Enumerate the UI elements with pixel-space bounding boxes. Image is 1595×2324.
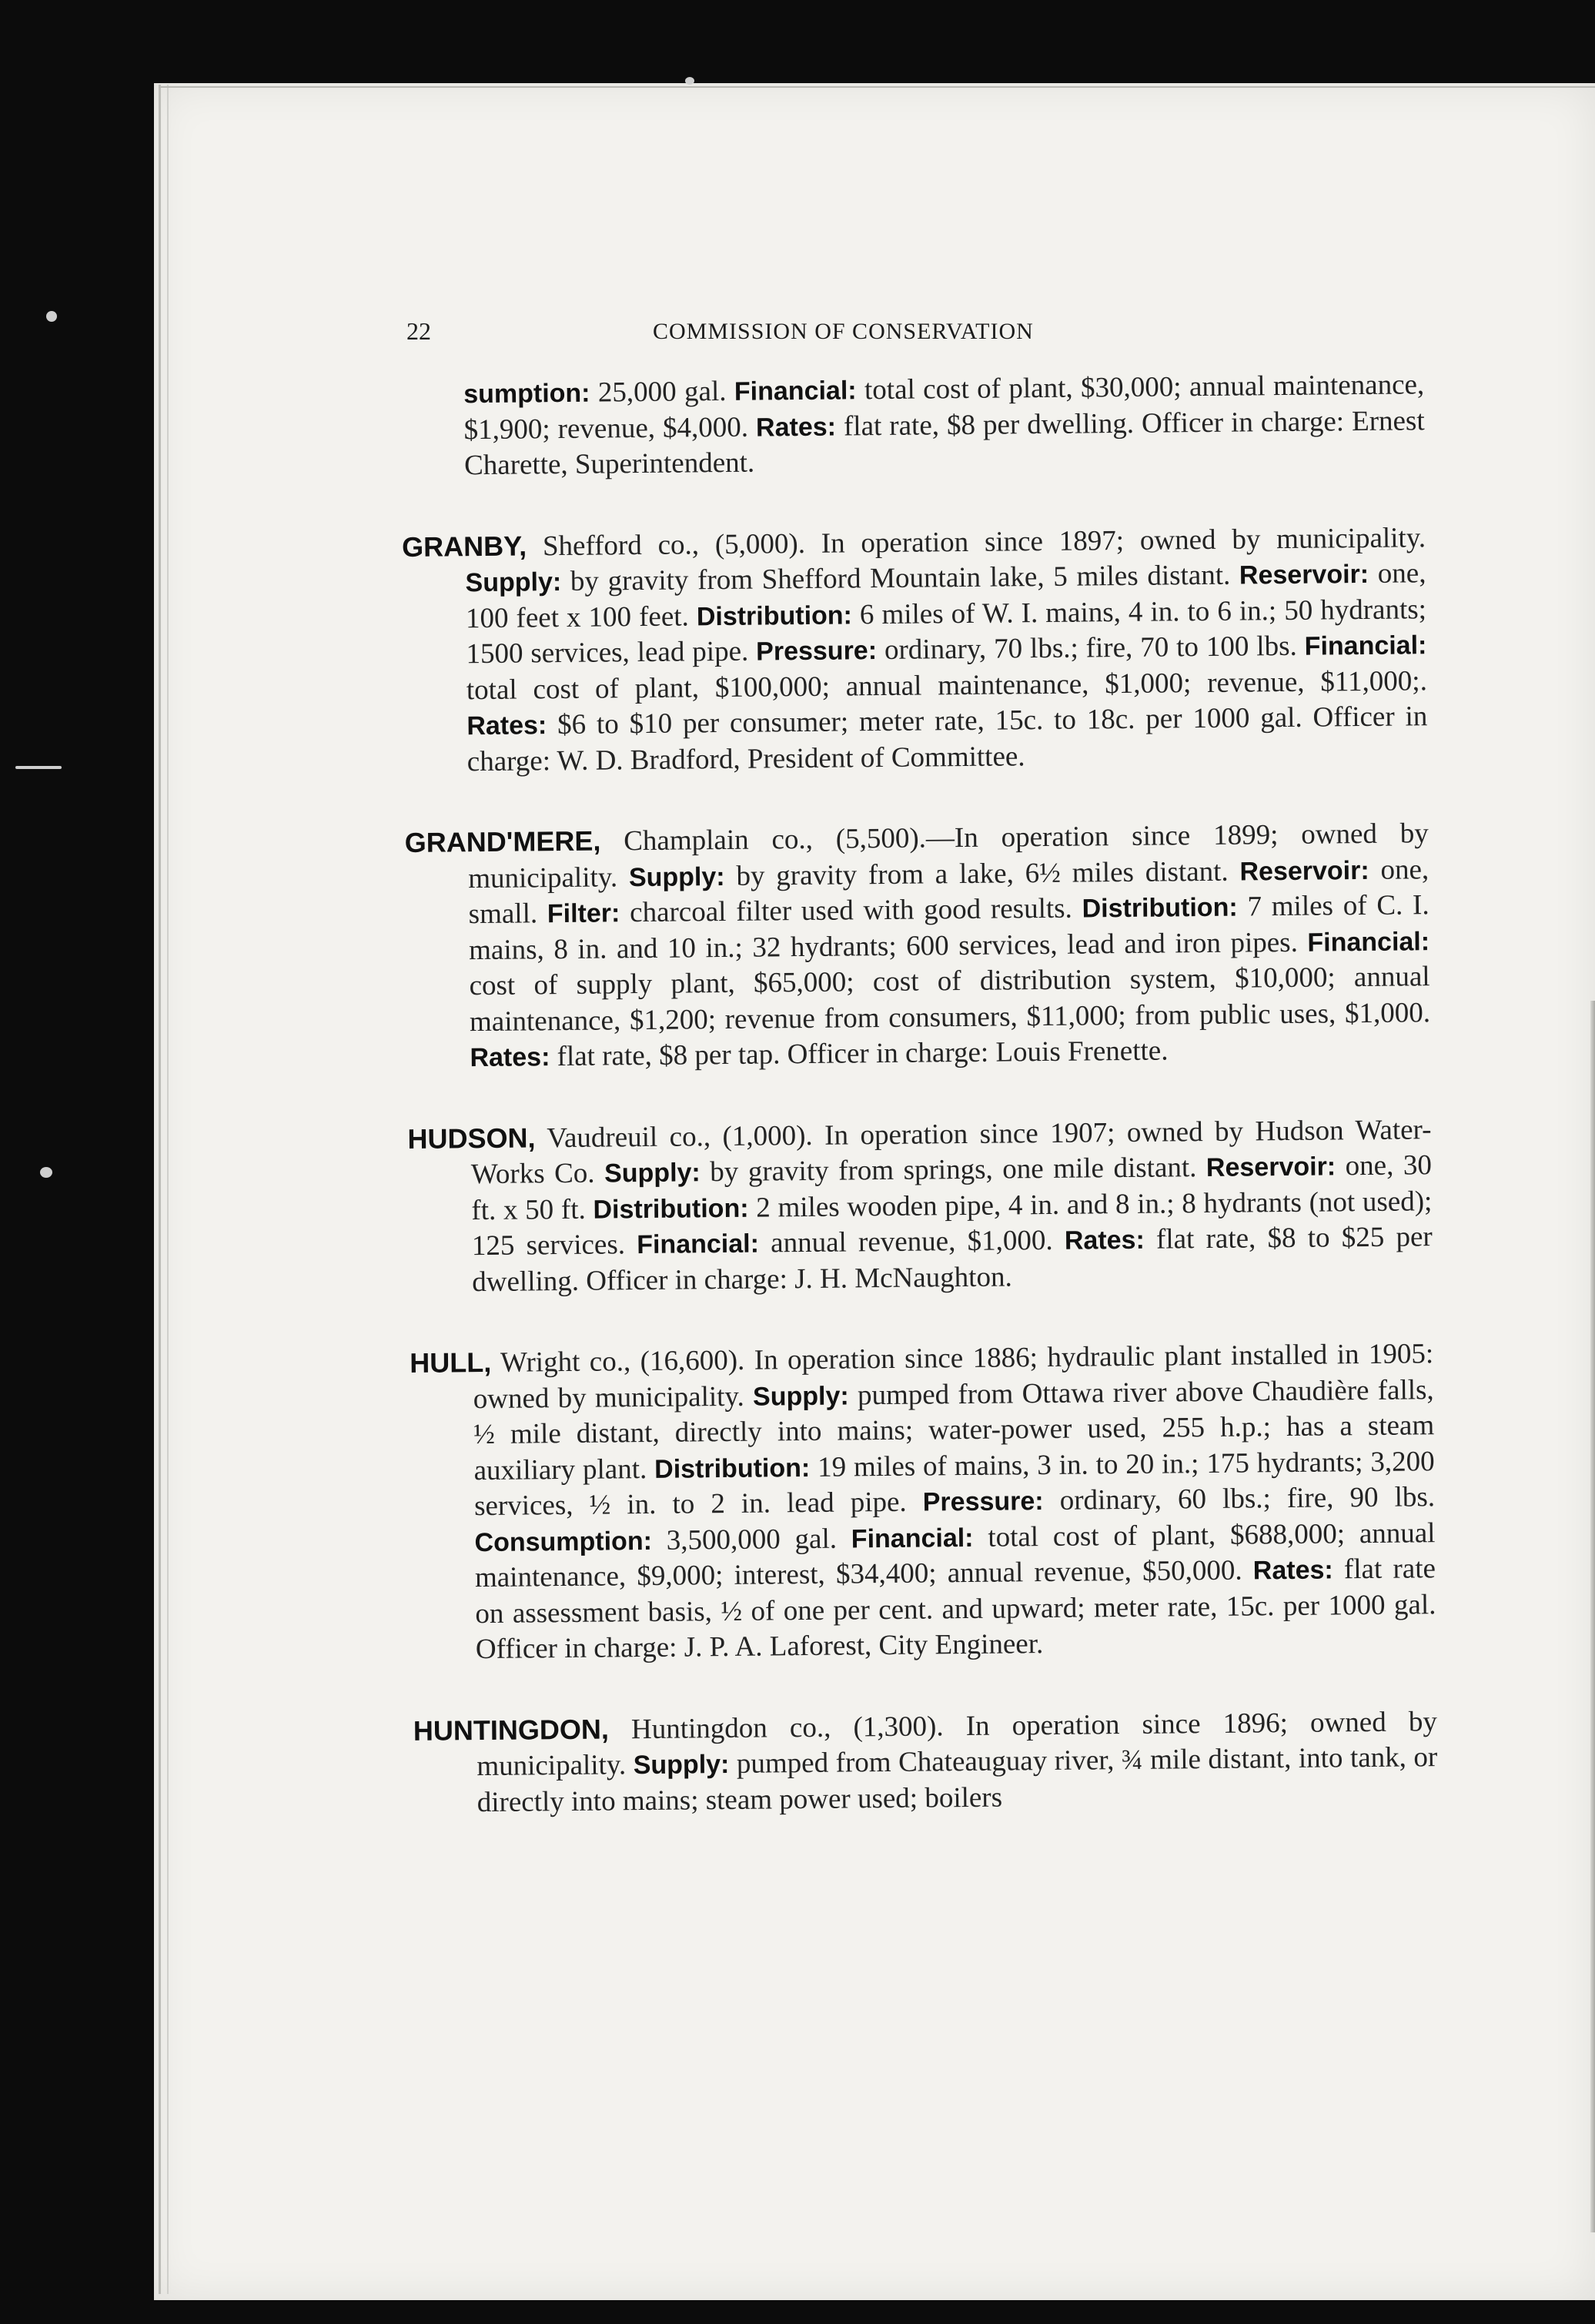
scan-speck (685, 77, 694, 85)
town-entry (405, 815, 1431, 1076)
town-entry (407, 1112, 1433, 1301)
town-entry (402, 520, 1428, 781)
field-label: Financial: (1307, 926, 1430, 958)
scan-speck (40, 1167, 52, 1178)
field-label: Distribution: (593, 1193, 749, 1225)
running-title: COMMISSION OF CONSERVATION (653, 319, 1034, 344)
label-rates: Rates: (755, 412, 837, 443)
page-edge-left (159, 85, 169, 2294)
page-number: 22 (406, 317, 431, 345)
field-text: flat rate, $8 to $25 per dwelling. Officer in charge: J. H. McNaughton. (472, 1221, 1433, 1298)
field-label: Reservoir: (1239, 855, 1369, 887)
field-label: Rates: (1064, 1225, 1145, 1256)
field-label: Rates: (470, 1042, 550, 1073)
page-body (400, 367, 1439, 1866)
town-name: GRANBY, (401, 529, 527, 563)
field-label: Supply: (633, 1749, 730, 1781)
field-text: annual revenue, $1,000. (758, 1224, 1065, 1259)
field-text: 3,500,000 gal. (651, 1522, 852, 1557)
page-edge-top (159, 86, 1595, 91)
field-label: Financial: (851, 1523, 974, 1553)
rates-text: flat rate, $8 per dwelling. Officer in charge: Ernest Charette, Superintendent. (463, 404, 1425, 482)
field-label: Consumption: (474, 1526, 653, 1557)
field-label: Pressure: (756, 636, 878, 667)
field-label: Distribution: (654, 1453, 811, 1484)
field-text: Huntingdon co., (1,300). In operation since 1896; owned by municipality. (476, 1705, 1438, 1783)
field-text: 19 miles of mains, 3 in. to 20 in.; 175 hydrants; 3,200 services, ½ in. to 2 in. lead pipe. (473, 1445, 1435, 1523)
continued-entry (400, 367, 1425, 484)
field-text: charcoal filter used with good results. (620, 892, 1082, 929)
field-text: flat rate, $8 per tap. Officer in charge: Louis Frenette. (550, 1035, 1169, 1073)
field-text: pumped from Ottawa river above Chaudière falls, ½ mile distant, directly into mains; water-power used, 255 h.p.; has a steam auxiliary plant. (473, 1373, 1435, 1486)
consumption-text: 25,000 gal. (597, 375, 727, 409)
field-label: Supply: (465, 567, 562, 598)
town-entry (410, 1336, 1436, 1668)
field-label: Reservoir: (1239, 559, 1369, 590)
field-label: Distribution: (696, 600, 853, 631)
field-label: Reservoir: (1205, 1152, 1336, 1182)
field-text: 6 miles of W. I. mains, 4 in. to 6 in.; 50 hydrants; 1500 services, lead pipe. (466, 593, 1427, 670)
town-name: GRAND'MERE, (404, 824, 601, 858)
town-name: HUDSON, (407, 1121, 536, 1155)
field-label: Distribution: (1082, 892, 1238, 924)
field-label: Financial: (1304, 630, 1427, 661)
field-text: ordinary, 60 lbs.; fire, 90 lbs. (1043, 1481, 1436, 1517)
field-text: by gravity from springs, one mile distant. (700, 1151, 1207, 1189)
field-text: 2 miles wooden pipe, 4 in. and 8 in.; 8 hydrants (not used); 125 services. (471, 1185, 1433, 1262)
town-entry (413, 1704, 1438, 1821)
field-label: Filter: (547, 898, 620, 929)
field-text: by gravity from Shefford Mountain lake, 5 miles distant. (561, 559, 1240, 598)
financial-text: total cost of plant, $30,000; annual maintenance, $1,900; revenue, $4,000. (463, 369, 1425, 446)
field-text: flat rate on assessment basis, ½ of one per cent. and upward; meter rate, 15c. per 1000 gal. Officer in charge: J. P. A. Laforest, City Engineer. (475, 1553, 1436, 1666)
label-consumption: sumption: (463, 378, 590, 410)
field-label: Financial: (637, 1229, 760, 1260)
field-label: Supply: (604, 1158, 701, 1189)
field-text: Wright co., (16,600). In operation since 1886; hydraulic plant installed in 1905: owned by municipality. (473, 1338, 1434, 1415)
field-label: Supply: (752, 1380, 849, 1412)
field-label: Rates: (466, 711, 547, 741)
field-text: total cost of plant, $688,000; annual maintenance, $9,000; interest, $34,400; annual revenue, $50,000. (474, 1516, 1436, 1594)
field-label: Supply: (628, 861, 725, 892)
field-text: ordinary, 70 lbs.; fire, 70 to 100 lbs. (876, 630, 1305, 667)
field-text: Vaudreuil co., (1,000). In operation since 1907; owned by Hudson Water-Works Co. (470, 1113, 1432, 1191)
field-label: Rates: (1252, 1555, 1333, 1586)
label-financial: Financial: (734, 376, 857, 406)
scan-speck (15, 766, 62, 769)
running-head (406, 317, 1423, 356)
field-text: one, small. (468, 853, 1429, 931)
field-text: pumped from Chateauguay river, ¾ mile distant, into tank, or directly into mains; steam power used; boilers (476, 1741, 1438, 1818)
scan-speck (46, 311, 57, 322)
field-text: by gravity from a lake, 6½ miles distant. (724, 855, 1240, 892)
field-text: Shefford co., (5,000). In operation since 1897; owned by municipality. (542, 521, 1426, 562)
town-name: HULL, (410, 1346, 492, 1379)
field-text: $6 to $10 per consumer; meter rate, 15c. to 18c. per 1000 gal. Officer in charge: W. D. Bradford, President of Committee. (466, 701, 1428, 777)
field-text: one, 100 feet x 100 feet. (465, 557, 1426, 634)
field-text: one, 30 ft. x 50 ft. (471, 1149, 1433, 1226)
field-text: Champlain co., (5,500).—In operation since 1899; owned by municipality. (468, 818, 1429, 894)
field-label: Pressure: (922, 1486, 1044, 1517)
field-text: total cost of plant, $100,000; annual maintenance, $1,000; revenue, $11,000;. (466, 664, 1428, 706)
field-text: cost of supply plant, $65,000; cost of distribution system, $10,000; annual maintenance, $1,200; revenue from consumers, $11,000; from public uses, $1,000. (469, 961, 1431, 1038)
town-name: HUNTINGDON, (413, 1712, 610, 1747)
page-edge-right (1590, 1001, 1595, 2232)
field-text: 7 miles of C. I. mains, 8 in. and 10 in.; 32 hydrants; 600 services, lead and iron pipes. (468, 889, 1429, 966)
